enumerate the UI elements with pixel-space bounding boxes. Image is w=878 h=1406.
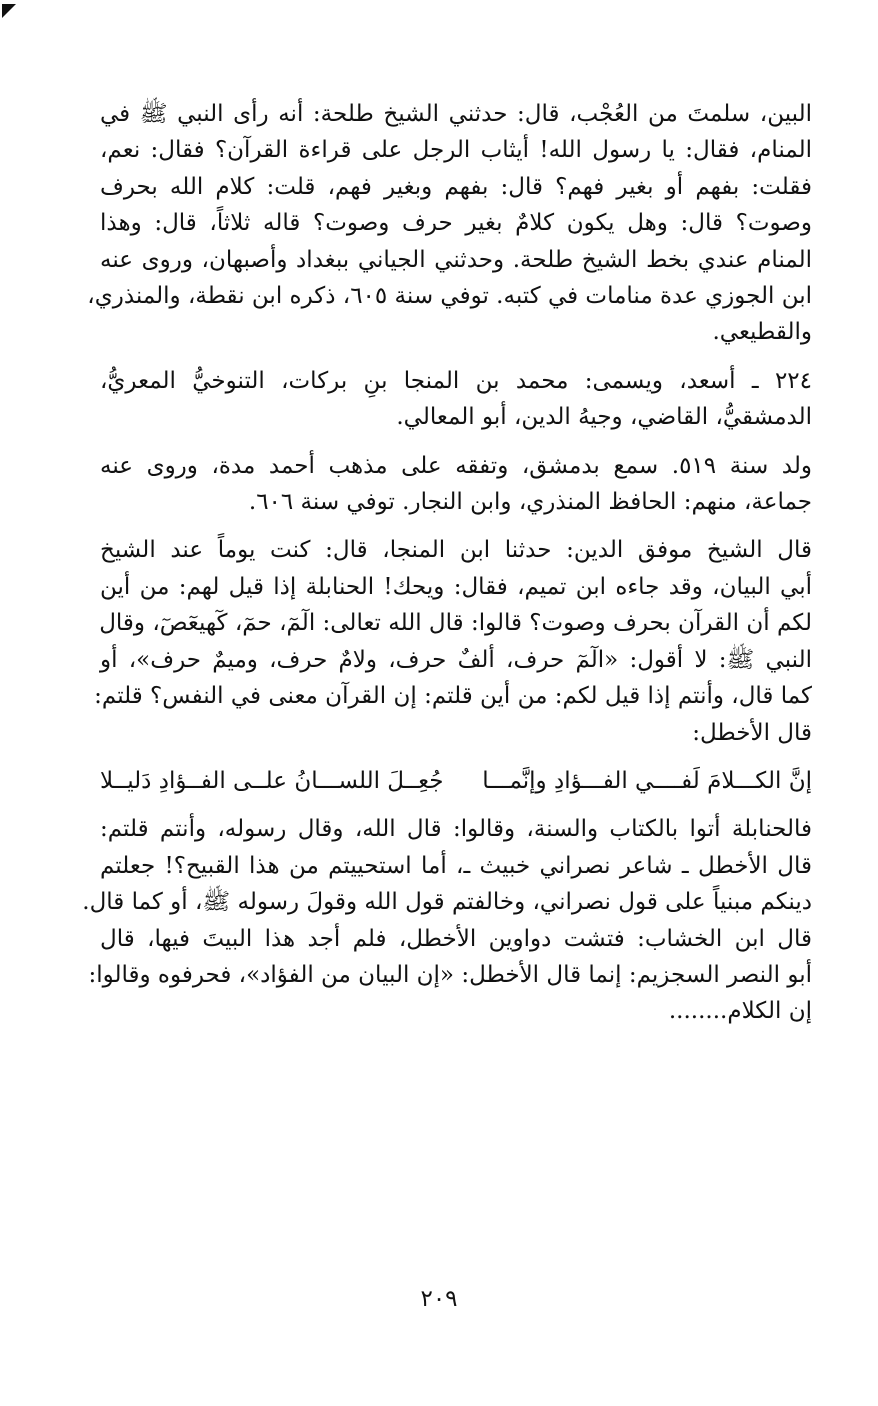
text-line: إن الكلام........ — [668, 998, 812, 1025]
text-line: أبي البيان، وقد جاءه ابن تميم، فقال: ويحك! الحنابلة إذا قيل لهم: من أين — [100, 573, 812, 600]
paragraph-5 — [82, 811, 812, 1029]
paragraph-2-entry-heading — [100, 363, 812, 436]
page-number: ٢٠٩ — [420, 1286, 458, 1312]
text-line: وصوت؟ قال: وهل يكون كلامٌ بغير حرف وصوت؟ قاله ثلاثاً، قال: وهذا — [100, 210, 812, 237]
text-line: المنام، فقال: يا رسول الله! أيثاب الرجل على قراءة القرآن؟ فقال: نعم، — [100, 137, 812, 164]
text-line: قال الشيخ موفق الدين: حدثنا ابن المنجا، قال: كنت يوماً عند الشيخ — [100, 537, 812, 564]
poem-hemistich-second: جُعِــلَ اللســـانُ علــى الفــؤادِ دَليــلا — [100, 767, 444, 794]
corner-mark — [2, 4, 16, 18]
text-line: دينكم مبنياً على قول نصراني، وخالفتم قول الله وقولَ رسوله ﷺ، أو كما قال. — [82, 889, 812, 916]
text-line: النبي ﷺ: لا أقول: «الٓمٓ حرف، ألفٌ حرف، ولامٌ حرف، وميمٌ حرف»، أو — [100, 646, 812, 673]
text-line: لكم أن القرآن بحرف وصوت؟ قالوا: قال الله تعالى: الٓمٓ، حمٓ، كٓهيعٓصٓ، وقال — [99, 610, 812, 637]
paragraph-1 — [87, 96, 812, 351]
text-line: المنام عندي بخط الشيخ طلحة. وحدثني الجياني ببغداد وأصبهان، وروى عنه — [100, 246, 812, 273]
poem-verse — [100, 763, 812, 799]
text-line: ابن الجوزي عدة منامات في كتبه. توفي سنة ٦٠٥، ذكره ابن نقطة، والمنذري، — [87, 283, 812, 310]
paragraph-3 — [100, 448, 812, 521]
text-line: قال الأخطل ـ شاعر نصراني خبيث ـ، أما استحييتم من هذا القبيح؟! جعلتم — [100, 852, 812, 879]
text-line: جماعة، منهم: الحافظ المنذري، وابن النجار. توفي سنة ٦٠٦. — [248, 489, 812, 516]
text-line: البين، سلمتَ من العُجْب، قال: حدثني الشيخ طلحة: أنه رأى النبي ﷺ في — [100, 101, 812, 127]
poem-hemistich-first: إنَّ الكـــلامَ لَفــــي الفـــؤادِ وإنَّمـــا — [482, 767, 812, 794]
text-line: أبو النصر السجزيم: إنما قال الأخطل: «إن البيان من الفؤاد»، فحرفوه وقالوا: — [88, 961, 812, 988]
text-line: الدمشقيُّ، القاضي، وجيهُ الدين، أبو المعالي. — [396, 404, 812, 431]
text-line: والقطيعي. — [712, 319, 812, 346]
text-line: ولد سنة ٥١٩. سمع بدمشق، وتفقه على مذهب أحمد مدة، وروى عنه — [100, 452, 812, 479]
text-line: فالحنابلة أتوا بالكتاب والسنة، وقالوا: قال الله، وقال رسوله، وأنتم قلتم: — [100, 816, 812, 843]
text-line: كما قال، وأنتم إذا قيل لكم: من أين قلتم: إن القرآن معنى في النفس؟ قلتم: — [94, 683, 812, 710]
text-line: فقلت: بفهم أو بغير فهم؟ قال: بفهم وبغير فهم، قلت: كلام الله بحرف — [100, 173, 812, 200]
text-line: قال ابن الخشاب: فتشت دواوين الأخطل، فلم أجد هذا البيتَ فيها، قال — [100, 925, 812, 952]
text-line: قال الأخطل: — [692, 719, 812, 746]
text-line: ٢٢٤ ـ أسعد، ويسمى: محمد بن المنجا بنِ بركات، التنوخيُّ المعريُّ، — [100, 367, 812, 394]
paragraph-4 — [94, 532, 812, 750]
page-body — [82, 96, 812, 1042]
